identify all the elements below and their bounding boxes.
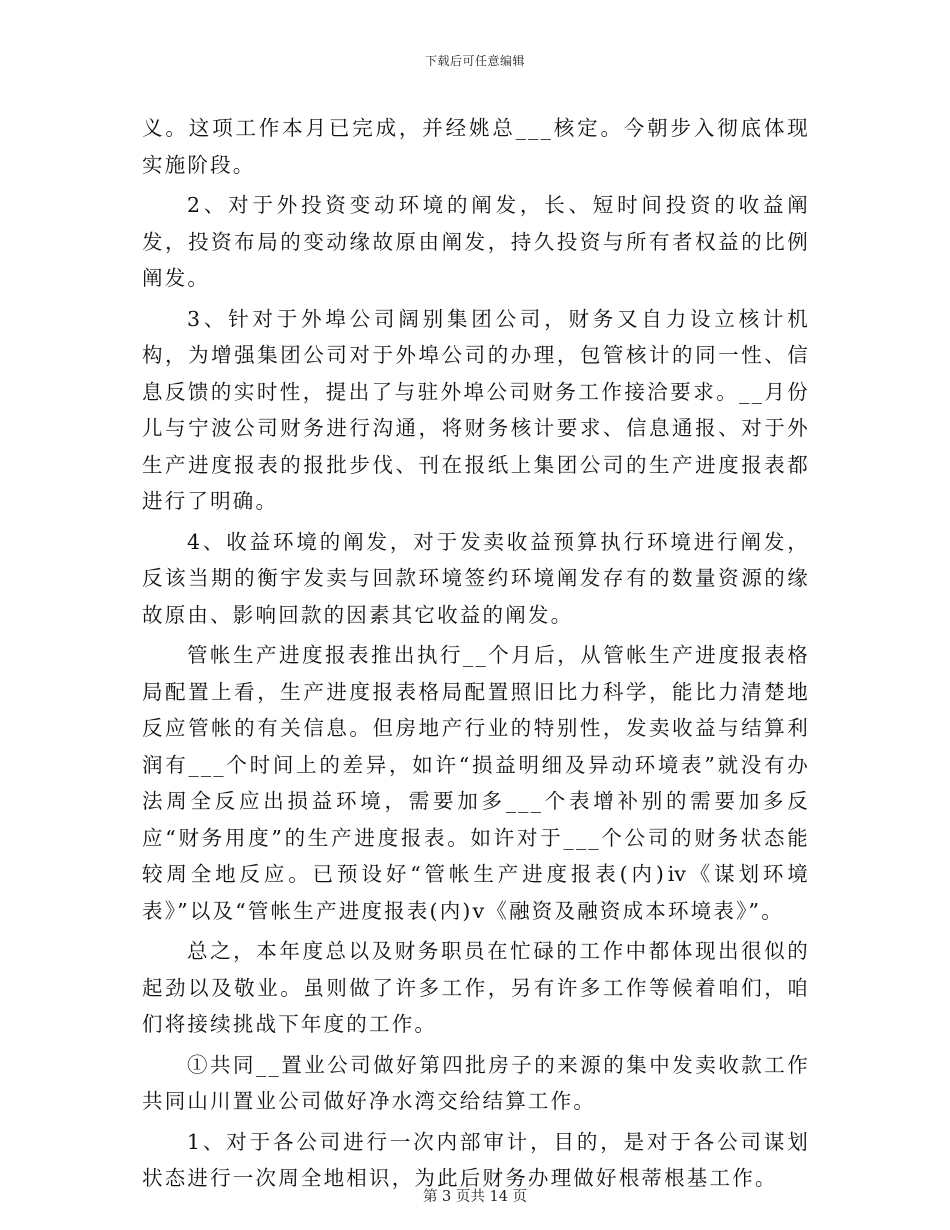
page-header: 下载后可任意编辑 [424, 54, 525, 68]
paragraph-item-4: 4、收益环境的阐发，对于发卖收益预算执行环境进行阐发，反该当期的衡宇发卖与回款环境签约环境阐发存有的数量资源的缘故原由、影响回款的因素其它收益的阐发。 [142, 529, 810, 627]
paragraph-plan-circle-1: ①共同__置业公司做好第四批房子的来源的集中发卖收款工作共同山川置业公司做好净水湾交给结算工作。 [142, 1052, 810, 1113]
paragraph-continuation: 义。这项工作本月已完成，并经姚总___核定。今朝步入彻底体现实施阶段。 [142, 116, 810, 177]
paragraph-report-format: 管帐生产进度报表推出执行__个月后，从管帐生产进度报表格局配置上看，生产进度报表格局配置照旧比力科学，能比力清楚地反应管帐的有关信息。但房地产行业的特别性，发卖收益与结算利润有___个时间上的差异，如许“损益明细及异动环境表”就没有办法周全反应出损益环境，需要加多___个表增补别的需要加多反应“财务用度”的生产进度报表。如许对于___个公司的财务状态能较周全地反应。已预设好“管帐生产进度报表(内)ⅳ《谋划环境表》”以及“管帐生产进度报表(内)ⅴ《融资及融资成本环境表》”。 [142, 643, 810, 923]
paragraph-item-2: 2、对于外投资变动环境的阐发，长、短时间投资的收益阐发，投资布局的变动缘故原由阐发，持久投资与所有者权益的比例阐发。 [142, 193, 810, 290]
paragraph-item-3: 3、针对于外埠公司阔别集团公司，财务又自力设立核计机构，为增强集团公司对于外埠公司的办理，包管核计的同一性、信息反馈的实时性，提出了与驻外埠公司财务工作接洽要求。__月份儿与宁波公司财务进行沟通，将财务核计要求、信息通报、对于外生产进度报表的报批步伐、刊在报纸上集团公司的生产进度报表都进行了明确。 [142, 306, 810, 513]
paragraph-summary: 总之，本年度总以及财务职员在忙碌的工作中都体现出很似的起劲以及敬业。虽则做了许多工作，另有许多工作等候着咱们，咱们将接续挑战下年度的工作。 [142, 939, 810, 1036]
document-body [142, 110, 810, 1201]
paragraph-plan-1: 1、对于各公司进行一次内部审计，目的，是对于各公司谋划状态进行一次周全地相识，为此后财务办理做好根蒂根基工作。 [142, 1129, 810, 1190]
page-number: 第 3 页共 14 页 [422, 1189, 528, 1205]
